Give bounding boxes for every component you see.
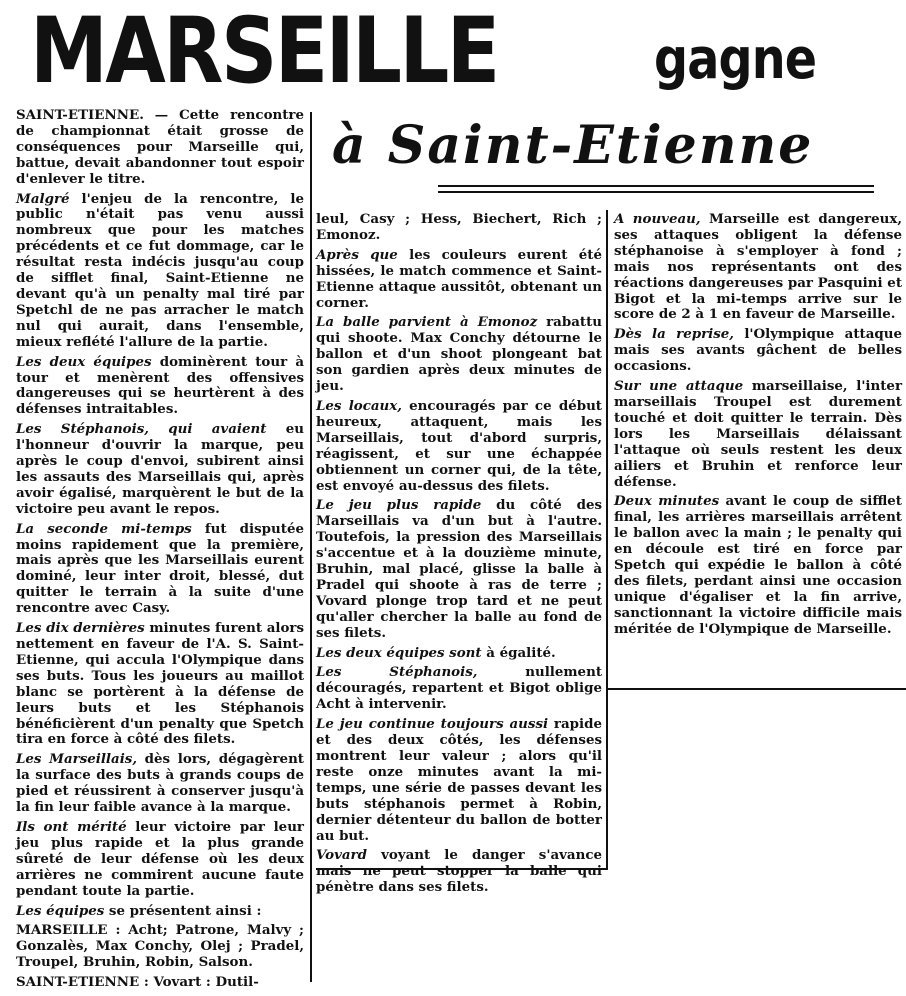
- article-column-1: [16, 107, 305, 991]
- paragraph: [16, 820, 304, 900]
- paragraph-text: marseillaise, l'inter marseillais Troupel est durement touché et doit quitter le terrain. Dès lors les Marseillais délaissant l'attaque où seuls restent les deux ailiers et Bruhin et renforce leur défense.: [614, 378, 903, 490]
- paragraph-text: rapide et des deux côtés, les défenses montrent leur valeur ; alors qu'il reste onze minutes avant la mi-temps, une série de passes devant les buts stéphanois permet à Robin, dernier détenteur du ballon de botter au but.: [316, 716, 602, 844]
- paragraph-emphasis: Dès la reprise,: [614, 326, 734, 343]
- paragraph: [614, 212, 902, 323]
- paragraph: [614, 494, 902, 637]
- paragraph: [16, 923, 304, 971]
- paragraph-text: dès lors, dégagèrent la surface des buts à grands coups de pied et réussirent à conserver jusqu'à la fin leur faible avance à la marque.: [16, 751, 304, 816]
- paragraph-text: — Cette rencontre de championnat était grosse de conséquences pour Marseille qui, battue, devait abandonner tout espoir d'enlever le titre.: [16, 107, 304, 187]
- paragraph-text: se présentent ainsi :: [104, 902, 262, 919]
- paragraph: [316, 399, 602, 494]
- paragraph: [316, 848, 602, 896]
- paragraph-emphasis: La seconde mi-temps: [16, 520, 192, 537]
- paragraph-text: avant le coup de sifflet final, les arrières marseillais arrêtent le ballon avec la main ; le penalty qui en découle est tiré en force par Spetch qui expédie le ballon à côté des filets, perdant ainsi une occasion unique d'égaliser et la fin arrive, sanctionnant la victoire difficile mais méritée de l'Olympique de Marseille.: [614, 493, 902, 637]
- subhead-rule-top: [438, 185, 874, 187]
- paragraph-emphasis: Sur une attaque: [614, 378, 744, 395]
- paragraph-text: Marseille est dangereux, ses attaques obligent la défense stéphanoise à s'employer à fond ; mais nos représentants ont des réactions dangereuses par Pasquini et Bigot et la mi-temps arrive sur le score de 2 à 1 en faveur de Marseille.: [614, 211, 902, 323]
- paragraph: [316, 498, 602, 641]
- paragraph-emphasis: Malgré: [16, 190, 70, 207]
- paragraph-emphasis: A nouveau,: [614, 211, 701, 227]
- paragraph: [316, 212, 602, 244]
- paragraph: [16, 422, 304, 517]
- paragraph: [16, 621, 304, 748]
- paragraph: [16, 192, 304, 351]
- headline-verb: gagne: [654, 27, 817, 92]
- paragraph-text: fut disputée moins rapidement que la première, mais après que les Marseillais eurent dominé, leur inter droit, blessé, dut quitter le terrain à la suite d'une rencontre avec Casy.: [16, 520, 304, 617]
- paragraph: [614, 327, 902, 375]
- paragraph: [316, 248, 602, 312]
- paragraph-emphasis: Le jeu continue toujours aussi: [316, 716, 549, 733]
- subheadline: à Saint-Etienne: [332, 115, 814, 176]
- paragraph-emphasis: Les deux équipes: [16, 353, 152, 370]
- paragraph-emphasis: Ils ont mérité: [16, 818, 127, 835]
- paragraph-emphasis: Les dix dernières: [16, 620, 145, 637]
- paragraph-lead: SAINT-ETIENNE.: [16, 107, 144, 123]
- paragraph-text: à égalité.: [481, 644, 556, 661]
- paragraph-emphasis: Les équipes: [16, 902, 105, 919]
- paragraph-text: : Vovart : Dutil-: [139, 974, 259, 991]
- paragraph-text: : Acht; Patrone, Malvy ; Gonzalès, Max Conchy, Olej ; Pradel, Troupel, Bruhin, Robin, Salson.: [16, 922, 304, 971]
- paragraph: [16, 904, 304, 920]
- paragraph-text: l'enjeu de la rencontre, le public n'était pas venu aussi nombreux que pour les matches précédents et ce fut dommage, car le résultat resta indécis jusqu'au coup de sifflet final, Saint-Etienne ne devant qu'à un penalty mal tiré par Spetchl de ne pas arracher le match nul qui aurait, dans l'ensemble, mieux reflété l'allure de la partie.: [16, 190, 304, 350]
- paragraph: [316, 665, 602, 713]
- column-3-end-rule: [608, 688, 906, 690]
- paragraph-text: encouragés par ce début heureux, attaquent, mais les Marseillais, tout d'abord surpris, réagissent, et sur une échappée obtiennent un corner qui, de la tête, est envoyé au-dessus des filets.: [316, 397, 602, 494]
- paragraph-text: dominèrent tour à tour et menèrent des offensives dangereuses qui se heurtèrent à des défenses intraitables.: [16, 353, 305, 418]
- paragraph-text: rabattu qui shoote. Max Conchy détourne le ballon et d'un shoot plongeant bat son gardien après deux minutes de jeu.: [316, 314, 602, 395]
- paragraph-lead: MARSEILLE: [16, 922, 108, 939]
- paragraph-text: les couleurs eurent été hissées, le match commence et Saint-Etienne attaque aussitôt, obtenant un corner.: [316, 246, 602, 311]
- paragraph-text: du côté des Marseillais va d'un but à l'autre. Toutefois, la pression des Marseillais s'accentue et à la douzième minute, Bruhin, mal placé, glisse la balle à Pradel qui shoote à ras de terre ; Vovard plonge trop tard et ne peut qu'aller chercher la balle au fond de ses filets.: [316, 497, 603, 641]
- paragraph-emphasis: Le jeu plus rapide: [316, 497, 482, 514]
- paragraph-emphasis: Les deux équipes sont: [316, 644, 482, 661]
- paragraph-emphasis: Les locaux,: [316, 397, 402, 414]
- paragraph-emphasis: Après que: [316, 246, 398, 263]
- paragraph: [16, 975, 304, 991]
- paragraph-emphasis: La balle parvient à Emonoz: [316, 314, 538, 331]
- paragraph: [16, 108, 304, 188]
- paragraph: [316, 315, 602, 395]
- article-column-3: [614, 212, 902, 686]
- paragraph-text: nullement découragés, repartent et Bigot oblige Acht à intervenir.: [316, 664, 602, 713]
- paragraph: [614, 379, 902, 490]
- paragraph-text: eu l'honneur d'ouvrir la marque, peu après le coup d'envoi, subirent ainsi les assauts des Marseillais qui, après avoir égalisé, marquèrent le but de la victoire peu avant le repos.: [16, 421, 304, 517]
- paragraph-emphasis: Les Marseillais,: [16, 751, 137, 768]
- paragraph-emphasis: Les Stéphanois, qui avaient: [16, 421, 267, 438]
- paragraph-lead: SAINT-ETIENNE: [16, 974, 140, 991]
- paragraph: [316, 646, 602, 662]
- paragraph: [16, 355, 304, 419]
- paragraph-emphasis: Deux minutes: [614, 493, 720, 510]
- paragraph: [16, 752, 304, 816]
- column-divider-2: [606, 210, 608, 870]
- subhead-rule-bottom: [438, 191, 874, 193]
- paragraph-text: leur victoire par leur jeu plus rapide et la plus grande sûreté de leur défense où les deux arrières ne commirent aucune faute pendant toute la partie.: [16, 818, 304, 899]
- article-column-2: [316, 211, 603, 896]
- paragraph-text: l'Olympique attaque mais ses avants gâchent de belles occasions.: [614, 326, 902, 375]
- headline-main: MARSEILLE: [30, 0, 498, 104]
- paragraph: [16, 522, 304, 617]
- paragraph-text: minutes furent alors nettement en faveur de l'A. S. Saint-Etienne, qui accula l'Olympique dans ses buts. Tous les joueurs au maillot blanc se portèrent à la défense de leurs buts et les Stéphanois bénéficièrent d'un penalty que Spetch tira en force à côté des filets.: [16, 620, 304, 748]
- paragraph-emphasis: Les Stéphanois,: [316, 664, 478, 681]
- paragraph: [316, 717, 602, 844]
- paragraph-text: leul, Casy ; Hess, Biechert, Rich ; Emonoz.: [316, 211, 602, 243]
- paragraph-text: voyant le danger s'avance mais ne peut stopper la balle qui pénètre dans ses filets.: [316, 847, 602, 896]
- paragraph-emphasis: Vovard: [316, 847, 367, 864]
- column-divider-1: [310, 112, 312, 982]
